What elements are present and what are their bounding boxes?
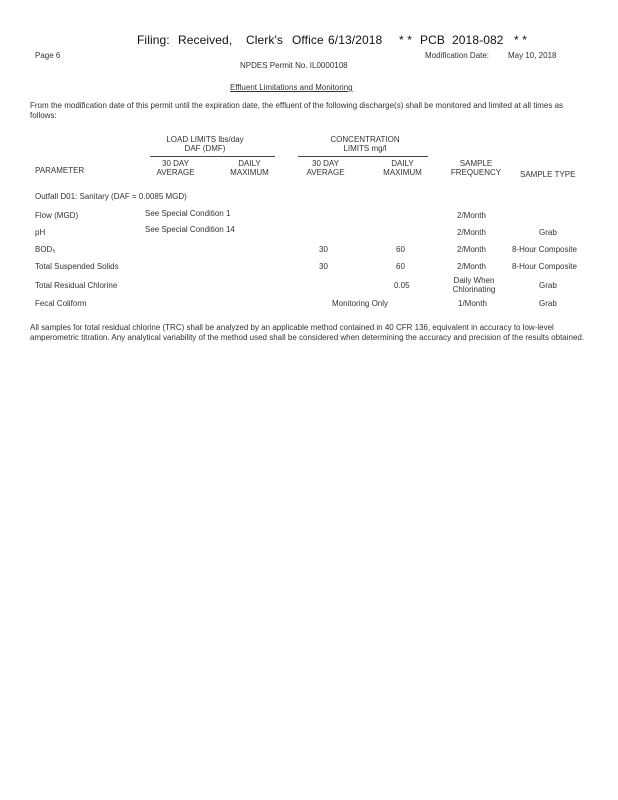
col-frequency xyxy=(446,159,506,177)
conc-limits-unit: LIMITS mg/l xyxy=(343,144,387,153)
stamp-filing: Filing: xyxy=(137,33,170,47)
row-tss-parameter: Total Suspended Solids xyxy=(35,262,119,271)
row-fecal-type: Grab xyxy=(539,299,557,308)
stamp-number: 2018-082 xyxy=(452,33,504,47)
row-fecal-frequency: 1/Month xyxy=(458,299,487,308)
load-limits-header xyxy=(150,135,260,153)
row-tss-frequency: 2/Month xyxy=(457,262,486,271)
permit-number: NPDES Permit No. IL0000108 xyxy=(240,61,348,70)
page-number: Page 6 xyxy=(35,51,61,60)
row-bod-frequency: 2/Month xyxy=(457,245,486,254)
load-limits-rule xyxy=(150,156,275,157)
row-bod-type: 8-Hour Composite xyxy=(512,245,577,254)
row-tss-conc-daily: 60 xyxy=(396,262,405,271)
col-load-30day-l2: AVERAGE xyxy=(156,168,195,177)
col-conc-30day-l2: AVERAGE xyxy=(306,168,345,177)
col-load-30day-l1: 30 DAY xyxy=(162,159,189,168)
stamp-stars-left: * * xyxy=(399,33,412,47)
stamp-pcb: PCB xyxy=(420,33,445,47)
row-ph-load-note: See Special Condition 14 xyxy=(145,225,235,234)
row-tss-type: 8-Hour Composite xyxy=(512,262,577,271)
outfall-label: Outfall D01: Sanitary (DAF = 0.0085 MGD) xyxy=(35,192,187,201)
row-trc-frequency: Daily When Chlorinating xyxy=(452,276,496,294)
row-fecal-parameter: Fecal Coliform xyxy=(35,299,87,308)
col-conc-daily-l2: MAXIMUM xyxy=(383,168,422,177)
row-flow-frequency: 2/Month xyxy=(457,211,486,220)
load-limits-unit: DAF (DMF) xyxy=(184,144,226,153)
modification-date: May 10, 2018 xyxy=(508,51,557,60)
col-frequency-l1: SAMPLE xyxy=(459,159,493,168)
row-trc-conc-daily: 0.05 xyxy=(394,281,410,290)
col-load-daily-l1: DAILY xyxy=(238,159,261,168)
row-bod-conc-30day: 30 xyxy=(319,245,328,254)
stamp-clerks: Clerk's xyxy=(246,33,283,47)
row-tss-conc-30day: 30 xyxy=(319,262,328,271)
row-ph-type: Grab xyxy=(539,228,557,237)
col-frequency-l2: FREQUENCY xyxy=(450,168,502,177)
stamp-stars-right: * * xyxy=(514,33,527,47)
stamp-office: Office xyxy=(292,33,324,47)
row-bod-conc-daily: 60 xyxy=(396,245,405,254)
trc-footnote: All samples for total residual chlorine (TRC) shall be analyzed by an applicable method contained in 40 CFR 136, equivalent in accuracy to low-level amperometric titration. Any analytical variability of the method used shall be considered when determining the accuracy and precision of the results obtained. xyxy=(30,323,585,342)
section-title: Effluent Limitations and Monitoring xyxy=(230,83,353,92)
row-flow-load-note: See Special Condition 1 xyxy=(145,209,231,218)
intro-paragraph: From the modification date of this permit until the expiration date, the effluent of the following discharge(s) shall be monitored and limited at all times as follows: xyxy=(30,101,564,120)
stamp-date: 6/13/2018 xyxy=(328,33,383,47)
col-parameter: PARAMETER xyxy=(35,166,85,175)
conc-limits-label: CONCENTRATION xyxy=(330,135,400,144)
stamp-received: Received, xyxy=(178,33,233,47)
row-bod-parameter: BOD₅ xyxy=(35,245,56,254)
row-trc-parameter: Total Residual Chlorine xyxy=(35,281,118,290)
conc-limits-rule xyxy=(298,156,428,157)
col-load-30day xyxy=(148,159,203,177)
row-ph-parameter: pH xyxy=(35,228,46,237)
col-sample-type: SAMPLE TYPE xyxy=(520,170,576,179)
col-conc-daily-l1: DAILY xyxy=(391,159,414,168)
col-conc-daily xyxy=(375,159,430,177)
col-conc-30day xyxy=(298,159,353,177)
col-load-daily xyxy=(222,159,277,177)
col-load-daily-l2: MAXIMUM xyxy=(230,168,269,177)
conc-limits-header xyxy=(305,135,425,153)
row-trc-type: Grab xyxy=(539,281,557,290)
row-fecal-conc-note: Monitoring Only xyxy=(332,299,389,308)
load-limits-label: LOAD LIMITS lbs/day xyxy=(166,135,244,144)
col-conc-30day-l1: 30 DAY xyxy=(312,159,339,168)
row-flow-parameter: Flow (MGD) xyxy=(35,211,79,220)
modification-label: Modification Date: xyxy=(425,51,490,60)
row-ph-frequency: 2/Month xyxy=(457,228,486,237)
